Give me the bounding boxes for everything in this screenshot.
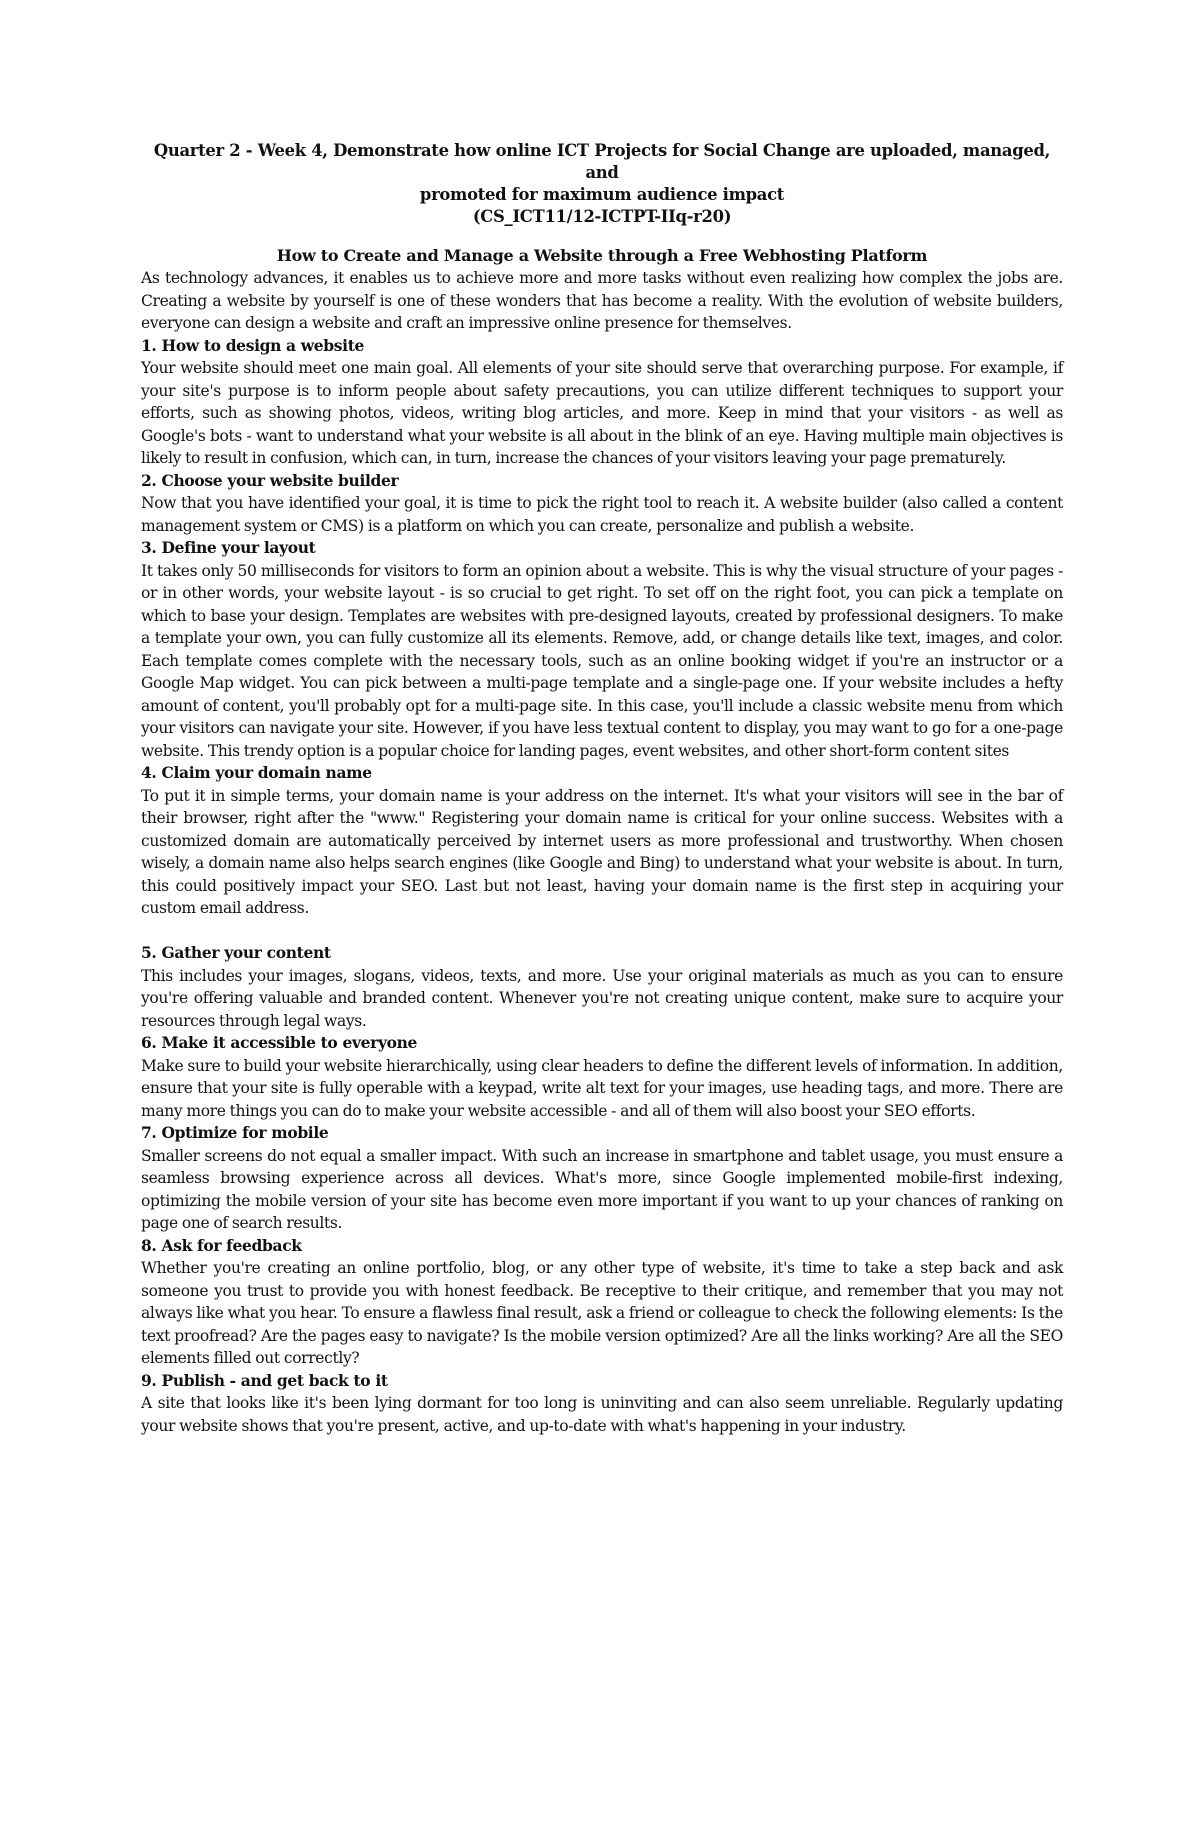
section-heading: 2. Choose your website builder [141,470,399,490]
section-body: This includes your images, slogans, videos, texts, and more. Use your original materials as much as you can to ensure you're offering valuable and branded content. Whenever you're not creating unique content, make sure to acquire your resources through legal ways. [141,966,1063,1030]
section-accessible [141,1032,1063,1122]
section-heading: 4. Claim your domain name [141,763,372,782]
section-ask-feedback [141,1235,1063,1370]
section-body: Now that you have identified your goal, it is time to pick the right tool to reach it. A website builder (also called a content management system or CMS) is a platform on which you can create, personalize and publish a website. [141,494,1063,535]
section-body: It takes only 50 milliseconds for visitors to form an opinion about a website. This is why the visual structure of your pages - or in other words, your website layout - is so crucial to get right. To set off on the right foot, you can pick a template on which to base your design. Templates are websites with pre-designed layouts, created by professional designers. To make a template your own, you can fully customize all its elements. Remove, add, or change details like text, images, and color. Each template comes complete with the necessary tools, such as an online booking widget if you're an instructor or a Google Map widget. You can pick between a multi-page template and a single-page one. If your website includes a hefty amount of content, you'll probably opt for a multi-page site. In this case, you'll include a classic website menu from which your visitors can navigate your site. However, if you have less textual content to display, you may want to go for a one-page website. This trendy option is a popular choice for landing pages, event websites, and other short-form content sites [141,561,1063,760]
document-page [141,140,1063,1437]
section-body: A site that looks like it's been lying dormant for too long is uninviting and can also seem unreliable. Regularly updating your website shows that you're present, active, and up-to-date with what's happening in your industry. [141,1394,1063,1435]
intro-paragraph: As technology advances, it enables us to achieve more and more tasks without even realizing how complex the jobs are. Creating a website by yourself is one of these wonders that has become a reality. With the evolution of website builders, everyone can design a website and craft an impressive online presence for themselves. [141,269,1063,332]
section-heading: 9. Publish - and get back to it [141,1370,388,1390]
section-heading: 5. Gather your content [141,943,331,962]
section-heading: 7. Optimize for mobile [141,1123,329,1142]
section-claim-domain [141,762,1063,920]
competency-code: (CS_ICT11/12-ICTPT-IIq-r20) [472,207,732,226]
section-body: Make sure to build your website hierarchically, using clear headers to define the different levels of information. In addition, ensure that your site is fully operable with a keypad, write alt text for your images, use heading tags, and more. There are many more things you can do to make your website accessible - and all of them will also boost your SEO efforts. [141,1056,1063,1120]
section-gather-content [141,942,1063,1032]
section-optimize-mobile [141,1122,1063,1235]
section-heading: 3. Define your layout [141,538,316,557]
section-heading: 6. Make it accessible to everyone [141,1033,418,1052]
section-heading: 1. How to design a website [141,335,365,355]
section-design-website [141,335,1063,470]
section-body: Your website should meet one main goal. All elements of your site should serve that overarching purpose. For example, if your site's purpose is to inform people about safety precautions, you can utilize different techniques to support your efforts, such as showing photos, videos, writing blog articles, and more. Keep in mind that your visitors - as well as Google's bots - want to understand what your website is all about in the blink of an eye. Having multiple main objectives is likely to result in confusion, which can, in turn, increase the chances of your visitors leaving your page prematurely. [141,359,1063,467]
section-choose-builder [141,470,1063,538]
section-define-layout [141,537,1063,762]
section-body: To put it in simple terms, your domain name is your address on the internet. It's what your visitors will see in the bar of their browser, right after the "www." Registering your domain name is critical for your online success. Websites with a customized domain are automatically perceived by internet users as more professional and trustworthy. When chosen wisely, a domain name also helps search engines (like Google and Bing) to understand what your website is about. In turn, this could positively impact your SEO. Last but not least, having your domain name is the first step in acquiring your custom email address. [141,786,1063,917]
lesson-subtitle: How to Create and Manage a Website through a Free Webhosting Platform [276,246,928,265]
section-publish [141,1370,1063,1438]
section-heading: 8. Ask for feedback [141,1235,302,1255]
section-body: Whether you're creating an online portfolio, blog, or any other type of website, it's time to take a step back and ask someone you trust to provide you with honest feedback. Be receptive to their critique, and remember that you may not always like what you hear. To ensure a flawless final result, ask a friend or colleague to check the following elements: Is the text proofread? Are the pages easy to navigate? Is the mobile version optimized? Are all the links working? Are all the SEO elements filled out correctly? [141,1259,1063,1367]
section-body: Smaller screens do not equal a smaller impact. With such an increase in smartphone and tablet usage, you must ensure a seamless browsing experience across all devices. What's more, since Google implemented mobile-first indexing, optimizing the mobile version of your site has become even more important if you want to up your chances of ranking on page one of search results. [141,1146,1063,1232]
document-title [141,140,1063,228]
title-line-1: Quarter 2 - Week 4, Demonstrate how online ICT Projects for Social Change are uploaded, managed, and [153,141,1051,182]
blank-line [141,920,1063,943]
title-line-2: promoted for maximum audience impact [419,185,785,204]
